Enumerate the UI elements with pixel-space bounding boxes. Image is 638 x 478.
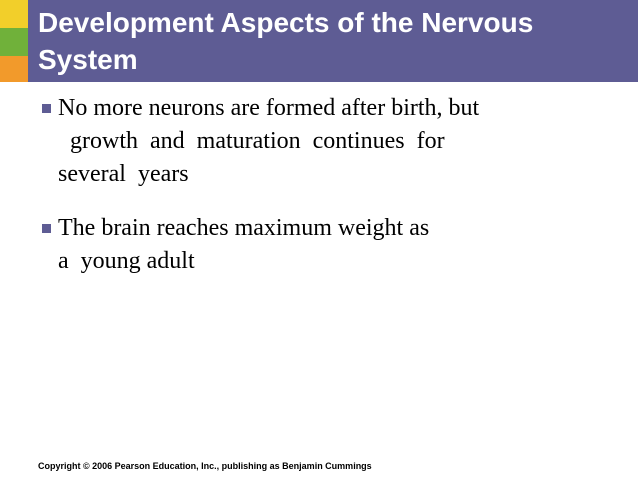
bullet-line: several years [58, 161, 189, 187]
accent-block-yellow [0, 0, 28, 28]
square-bullet-icon [42, 224, 51, 233]
square-bullet-icon [42, 104, 51, 113]
bullet-item [44, 92, 564, 191]
bullet-line: growth and maturation continues for [58, 128, 445, 154]
slide-title: Development Aspects of the Nervous System [38, 7, 534, 75]
accent-block-orange [0, 56, 28, 82]
bullet-line: No more neurons are formed after birth, but [58, 95, 480, 121]
bullet-line: a young adult [58, 248, 195, 274]
copyright-footer: Copyright © 2006 Pearson Education, Inc., publishing as Benjamin Cummings [38, 461, 372, 471]
accent-block-green [0, 28, 28, 56]
bullet-item [44, 212, 564, 278]
bullet-line: The brain reaches maximum weight as [58, 215, 430, 241]
